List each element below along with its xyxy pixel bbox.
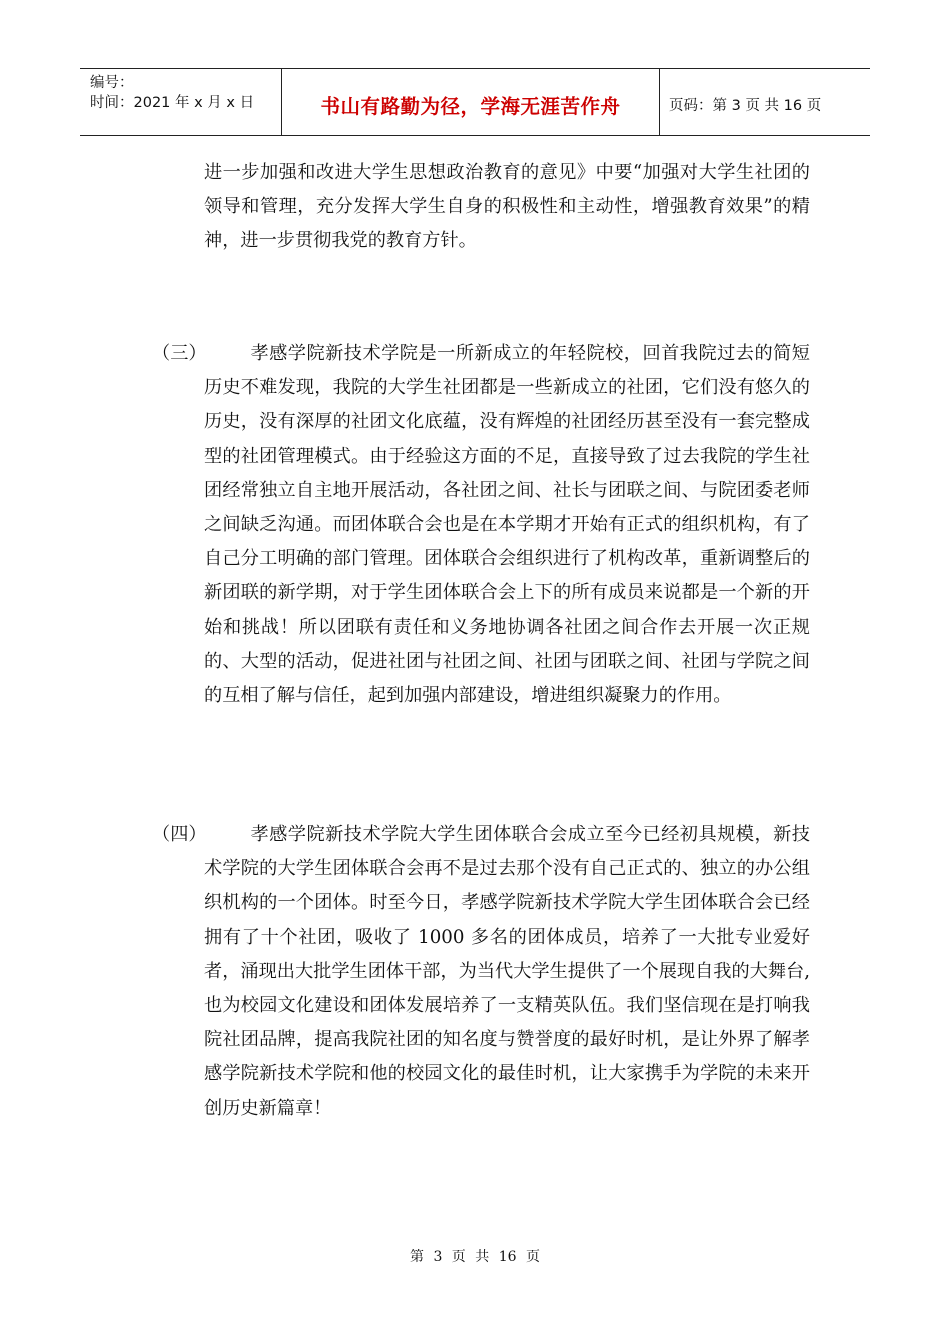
page-header (80, 68, 870, 136)
document-date: 时间：2021 年 x 月 x 日 (90, 95, 255, 111)
header-page-info: 页码：第 3 页 共 16 页 (669, 97, 822, 114)
section-4-text: 孝感学院新技术学院大学生团体联合会成立至今已经初具规模，新技术学院的大学生团体联合会再不是过去那个没有自己正式的、独立的办公组织机构的一个团体。时至今日，孝感学院新技术学院大学生团体联合会已经拥有了十个社团，吸收了 1000 多名的团体成员，培养了一大批专业爱好者，涌现出大批学生团体干部，为当代大学生提供了一个展现自我的大舞台, 也为校园文化建设和团体发展培养了一支精英队伍。我们坚信现在是打响我院社团品牌，提高我院社团的知名度与赞誉度的最好时机，是让外界了解孝感学院新技术学院和他的校园文化的最佳时机，让大家携手为学院的未来开创历史新篇章！ (204, 824, 810, 1119)
header-motto: 书山有路勤为径，学海无涯苦作舟 (282, 69, 660, 135)
intro-paragraph: 进一步加强和改进大学生思想政治教育的意见》中要“加强对大学生社团的领导和管理，充分发挥大学生自身的积极性和主动性，增强教育效果”的精神，进一步贯彻我党的教育方针。 (204, 162, 810, 252)
section-3-paragraph (204, 337, 810, 713)
section-4-paragraph (204, 818, 810, 1126)
section-3-label: （三） (152, 343, 207, 364)
section-4-label: （四） (152, 824, 207, 845)
document-number-label: 编号： (90, 75, 134, 91)
header-meta (80, 69, 282, 135)
page-footer: 第 3 页 共 16 页 (410, 1249, 540, 1265)
section-3-text: 孝感学院新技术学院是一所新成立的年轻院校，回首我院过去的简短历史不难发现，我院的大学生社团都是一些新成立的社团，它们没有悠久的历史，没有深厚的社团文化底蕴，没有辉煌的社团经历甚至没有一套完整成型的社团管理模式。由于经验这方面的不足，直接导致了过去我院的学生社团经常独立自主地开展活动，各社团之间、社长与团联之间、与院团委老师之间缺乏沟通。而团体联合会也是在本学期才开始有正式的组织机构，有了自己分工明确的部门管理。团体联合会组织进行了机构改革，重新调整后的新团联的新学期，对于学生团体联合会上下的所有成员来说都是一个新的开始和挑战！所以团联有责任和义务地协调各社团之间合作去开展一次正规的、大型的活动，促进社团与社团之间、社团与团联之间、社团与学院之间的互相了解与信任，起到加强内部建设，增进组织凝聚力的作用。 (204, 343, 810, 707)
